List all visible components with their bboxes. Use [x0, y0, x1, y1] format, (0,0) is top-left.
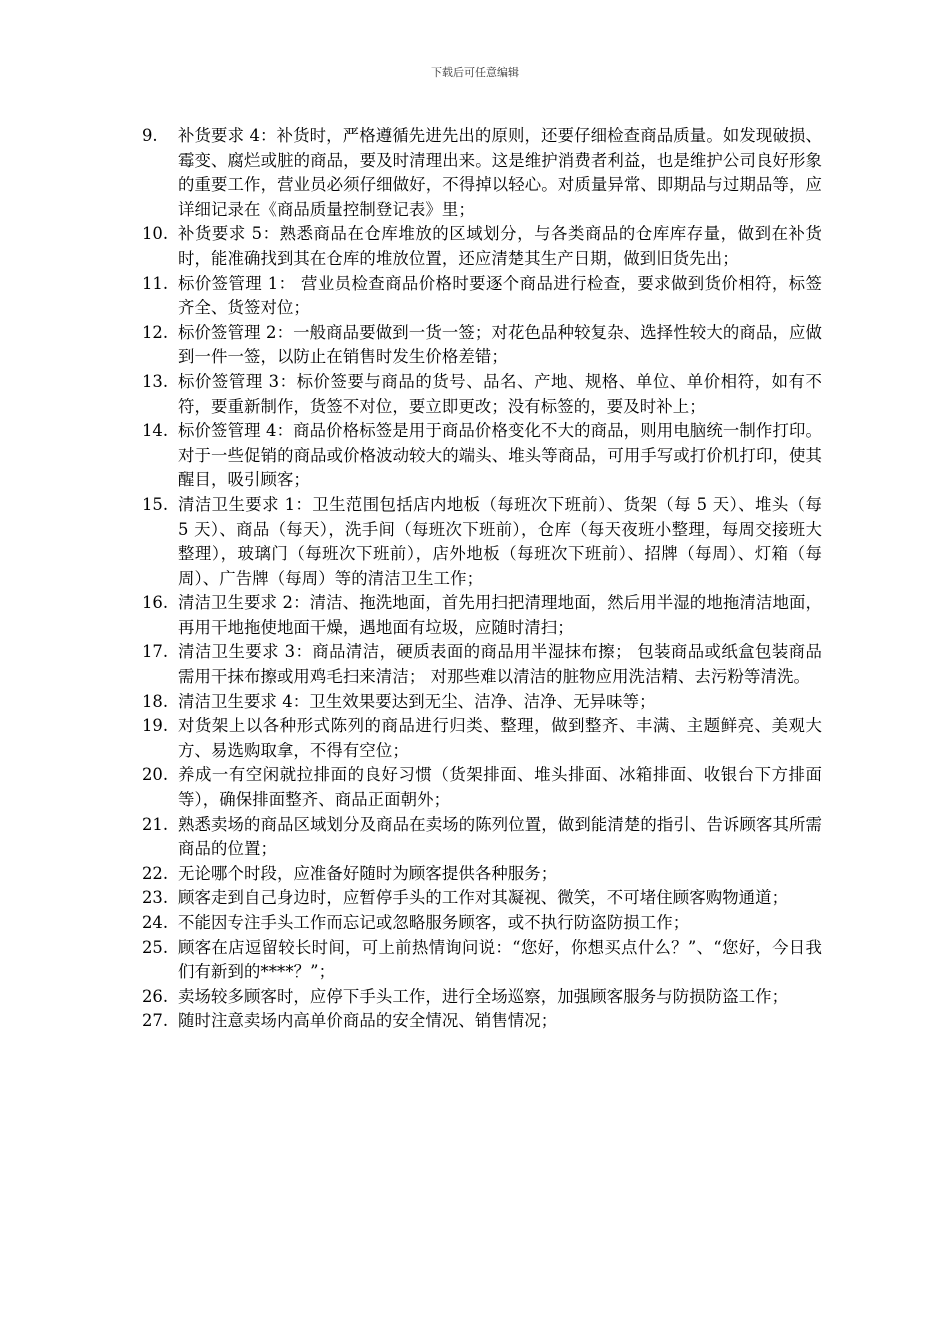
- list-item: [142, 911, 822, 936]
- list-item-number: 22.: [142, 863, 169, 883]
- list-item-text: 卖场较多顾客时，应停下手头工作，进行全场巡察，加强顾客服务与防损防盗工作；: [178, 986, 789, 1006]
- list-item: [142, 813, 822, 862]
- list-item-number: 20.: [142, 765, 169, 785]
- list-item-number: 18.: [142, 691, 169, 711]
- list-item-text: 补货要求 4：补货时，严格遵循先进先出的原则，还要仔细检查商品质量。如发现破损、霉变、腐烂或脏的商品，要及时清理出来。这是维护消费者利益，也是维护公司良好形象的重要工作，营业员必须仔细做好，不得掉以轻心。对质量异常、即期品与过期品等，应详细记录在《商品质量控制登记表》里；: [178, 126, 822, 219]
- list-item-text: 不能因专注手头工作而忘记或忽略服务顾客，或不执行防盗防损工作；: [178, 913, 690, 932]
- list-item: [142, 690, 822, 715]
- list-item-text: 无论哪个时段，应准备好随时为顾客提供各种服务；: [178, 863, 558, 883]
- list-item: [142, 321, 822, 370]
- list-item-number: 25.: [142, 937, 169, 957]
- list-item: [142, 591, 822, 640]
- list-item-number: 14.: [142, 421, 169, 441]
- list-item-number: 13.: [142, 371, 169, 391]
- list-item-text: 随时注意卖场内高单价商品的安全情况、销售情况；: [178, 1011, 558, 1031]
- list-item-number: 10.: [142, 224, 169, 244]
- list-item-text: 补货要求 5：熟悉商品在仓库堆放的区域划分，与各类商品的仓库库存量，做到在补货时，能准确找到其在仓库的堆放位置，还应清楚其生产日期，做到旧货先出；: [178, 224, 822, 268]
- list-item: [142, 886, 822, 911]
- list-item-text: 对货架上以各种形式陈列的商品进行归类、整理，做到整齐、丰满、主题鲜亮、美观大方、易选购取拿，不得有空位；: [178, 716, 822, 760]
- list-item-number: 23.: [142, 888, 169, 908]
- list-item-number: 26.: [142, 986, 169, 1006]
- list-item: [142, 1009, 822, 1034]
- list-item: [142, 936, 822, 985]
- list-item-text: 清洁卫生要求 1：卫生范围包括店内地板（每班次下班前）、货架（每 5 天）、堆头（每 5 天）、商品（每天），洗手间（每班次下班前），仓库（每天夜班小整理，每周交接班大整理），玻璃门（每班次下班前），店外地板（每班次下班前）、招牌（每周）、灯箱（每周）、广告牌（每周）等的清洁卫生工作；: [178, 494, 822, 588]
- list-item-number: 12.: [142, 322, 169, 342]
- numbered-list: [142, 124, 822, 1034]
- list-item: [142, 714, 822, 763]
- list-item-text: 顾客走到自己身边时，应暂停手头的工作对其凝视、微笑，不可堵住顾客购物通道；: [178, 888, 789, 908]
- list-item-number: 17.: [142, 642, 169, 662]
- list-item: [142, 222, 822, 271]
- list-item: [142, 272, 822, 321]
- list-item-text: 标价签管理 4：商品价格标签是用于商品价格变化不大的商品，则用电脑统一制作打印。对于一些促销的商品或价格波动较大的端头、堆头等商品，可用手写或打价机打印，使其醒目，吸引顾客；: [178, 421, 822, 490]
- list-item: [142, 640, 822, 689]
- list-item-number: 21.: [142, 814, 169, 834]
- list-item: [142, 985, 822, 1010]
- list-item: [142, 419, 822, 493]
- list-item-text: 清洁卫生要求 2：清洁、拖洗地面，首先用扫把清理地面，然后用半湿的地拖清洁地面，再用干地拖使地面干燥，遇地面有垃圾，应随时清扫；: [178, 593, 822, 637]
- page-header: 下载后可任意编辑: [431, 66, 519, 79]
- list-item-number: 11.: [142, 273, 169, 293]
- list-item-text: 养成一有空闲就拉排面的良好习惯（货架排面、堆头排面、冰箱排面、收银台下方排面等），确保排面整齐、商品正面朝外；: [178, 765, 822, 810]
- list-item: [142, 763, 822, 812]
- list-item-text: 清洁卫生要求 3：商品清洁，硬质表面的商品用半湿抹布擦； 包装商品或纸盒包装商品需用干抹布擦或用鸡毛扫来清洁； 对那些难以清洁的脏物应用洗洁精、去污粉等清洗。: [178, 642, 822, 687]
- list-item-number: 15.: [142, 494, 169, 514]
- list-item-number: 19.: [142, 716, 169, 736]
- list-item-text: 清洁卫生要求 4：卫生效果要达到无尘、洁净、洁净、无异味等；: [178, 691, 656, 711]
- list-item: [142, 862, 822, 887]
- list-item-number: 27.: [142, 1011, 169, 1031]
- list-item: [142, 124, 822, 222]
- list-item-text: 顾客在店逗留较长时间，可上前热情询问说：“您好，你想买点什么？”、“您好，今日我们有新到的****？”；: [178, 937, 822, 982]
- list-item-text: 标价签管理 2：一般商品要做到一货一签；对花色品种较复杂、选择性较大的商品，应做到一件一签，以防止在销售时发生价格差错；: [178, 322, 822, 367]
- list-item-text: 标价签管理 1： 营业员检查商品价格时要逐个商品进行检查，要求做到货价相符，标签齐全、货签对位；: [178, 273, 822, 318]
- list-item: [142, 493, 822, 591]
- list-item-text: 标价签管理 3：标价签要与商品的货号、品名、产地、规格、单位、单价相符，如有不符，要重新制作，货签不对位，要立即更改；没有标签的，要及时补上；: [178, 371, 822, 416]
- list-item-number: 9.: [142, 126, 158, 145]
- list-item-number: 16.: [142, 593, 169, 613]
- list-item: [142, 370, 822, 419]
- list-item-text: 熟悉卖场的商品区域划分及商品在卖场的陈列位置，做到能清楚的指引、告诉顾客其所需商品的位置；: [178, 814, 822, 859]
- list-item-number: 24.: [142, 913, 169, 932]
